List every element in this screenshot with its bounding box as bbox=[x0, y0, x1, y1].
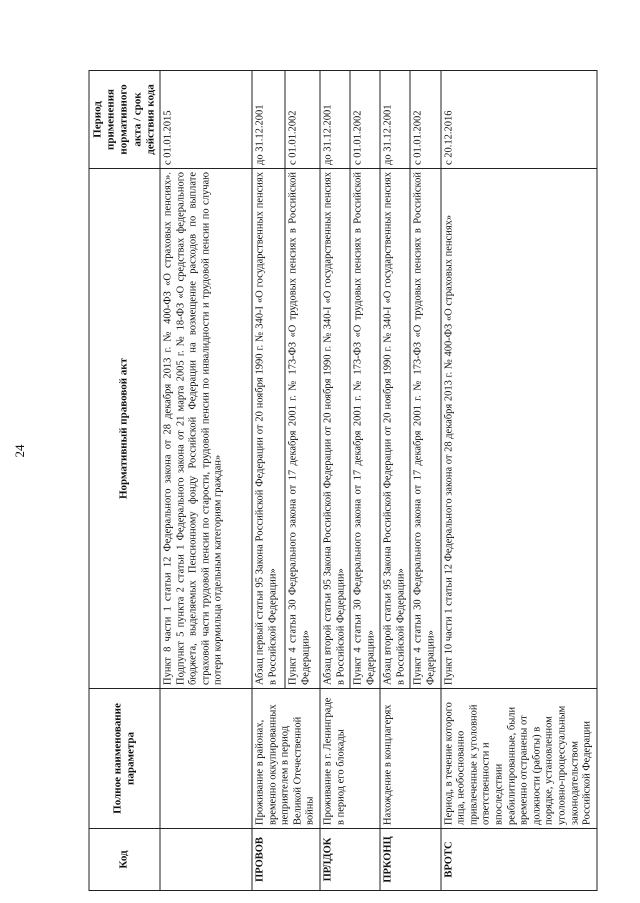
row-act-text: Пункт 8 части 1 статьи 12 Федерального закона от 28 декабря 2013 г. № 400-ФЗ «О страховых пенсиях». Подпункт 5 пункта 2 статьи 1 Федерального закона от 21 марта 2005 г. № 18-ФЗ «О средствах федерального бюджета, выделяемых Пенсионному фонду Российской Федерации на возмещение расходов по выплате страховой части трудовой пенсии по старости, трудовой пенсии по инвалидности и трудовой пенсии по случаю потери кормильца отдельным категориям граждан» bbox=[162, 172, 224, 685]
row-act-text: Абзац второй статьи 95 Закона Российской Федерации от 20 ноября 1990 г. № 340-I «О государственных пенсиях в Российской Федерации» bbox=[322, 172, 346, 685]
row-code: ВРОТС bbox=[441, 829, 597, 891]
parameters-table bbox=[89, 70, 598, 891]
rotated-table-wrapper bbox=[89, 71, 593, 891]
row-act bbox=[252, 169, 285, 689]
row-period: до 31.12.2001 bbox=[320, 71, 350, 169]
row-act bbox=[441, 169, 597, 689]
row-name: Проживание в районах, временно оккупированных неприятелем в период Великой Отечественной войны bbox=[252, 689, 320, 829]
header-name: Полное наименование параметра bbox=[89, 689, 160, 829]
row-act bbox=[160, 169, 252, 689]
page-number: 24 bbox=[12, 444, 27, 458]
row-code: ПРОВОВ bbox=[252, 829, 320, 891]
row-name: Проживание в г. Ленинграде в период его блокады bbox=[320, 689, 380, 829]
table-row bbox=[320, 71, 350, 891]
row-act bbox=[380, 169, 410, 689]
row-period: с 20.12.2016 bbox=[441, 71, 597, 169]
row-period: до 31.12.2001 bbox=[252, 71, 285, 169]
header-period: Период применения нормативного акта / срок действия кода bbox=[89, 71, 160, 169]
header-code: Код bbox=[89, 829, 160, 891]
row-act bbox=[350, 169, 380, 689]
row-code: ПРЛДОК bbox=[320, 829, 380, 891]
row-act-text: Пункт 4 статьи 30 Федерального закона от 17 декабря 2001 г. № 173-ФЗ «О трудовых пенсиях в Российской Федерации» bbox=[412, 172, 437, 685]
row-period: с 01.01.2002 bbox=[350, 71, 380, 169]
row-act-text: Пункт 4 статьи 30 Федерального закона от 17 декабря 2001 г. № 173-ФЗ «О трудовых пенсиях в Российской Федерации» bbox=[352, 172, 377, 685]
table-row bbox=[160, 71, 252, 891]
row-period: с 01.01.2002 bbox=[410, 71, 440, 169]
row-act bbox=[320, 169, 350, 689]
header-act: Нормативный правовой акт bbox=[89, 169, 160, 689]
row-act-text: Пункт 4 статьи 30 Федерального закона от 17 декабря 2001 г. № 173-ФЗ «О трудовых пенсиях в Российской Федерации» bbox=[287, 172, 312, 685]
table-row bbox=[380, 71, 410, 891]
row-code bbox=[160, 829, 252, 891]
row-act bbox=[285, 169, 320, 689]
row-name: Нахождение в концлагерях bbox=[380, 689, 440, 829]
table-row bbox=[252, 71, 285, 891]
row-period: с 01.01.2002 bbox=[285, 71, 320, 169]
table-header-row bbox=[89, 71, 160, 891]
table-row bbox=[441, 71, 597, 891]
row-act-text: Абзац второй статьи 95 Закона Российской Федерации от 20 ноября 1990 г. № 340-I «О государственных пенсиях в Российской Федерации» bbox=[382, 172, 407, 685]
row-act bbox=[410, 169, 440, 689]
row-act-text: Абзац первый статьи 95 Закона Российской Федерации от 20 ноября 1990 г. № 340-I «О государственных пенсиях в Российской Федерации» bbox=[254, 172, 279, 685]
row-period: до 31.12.2001 bbox=[380, 71, 410, 169]
row-name bbox=[160, 689, 252, 829]
row-code: ПРКОНЦ bbox=[380, 829, 440, 891]
row-act-text: Пункт 10 части 1 статьи 12 Федерального закона от 28 декабря 2013 г. № 400-ФЗ «О страховых пенсиях» bbox=[443, 214, 455, 685]
row-period: с 01.01.2015 bbox=[160, 71, 252, 169]
row-name: Период, в течение которого лица, необоснованно привлеченные к уголовной ответственности и впоследствии реабилитированные, были временно отстранены от должности (работы) в порядке, установленном уголовно-процессуальным законодательством Российской Федерации bbox=[441, 689, 597, 829]
